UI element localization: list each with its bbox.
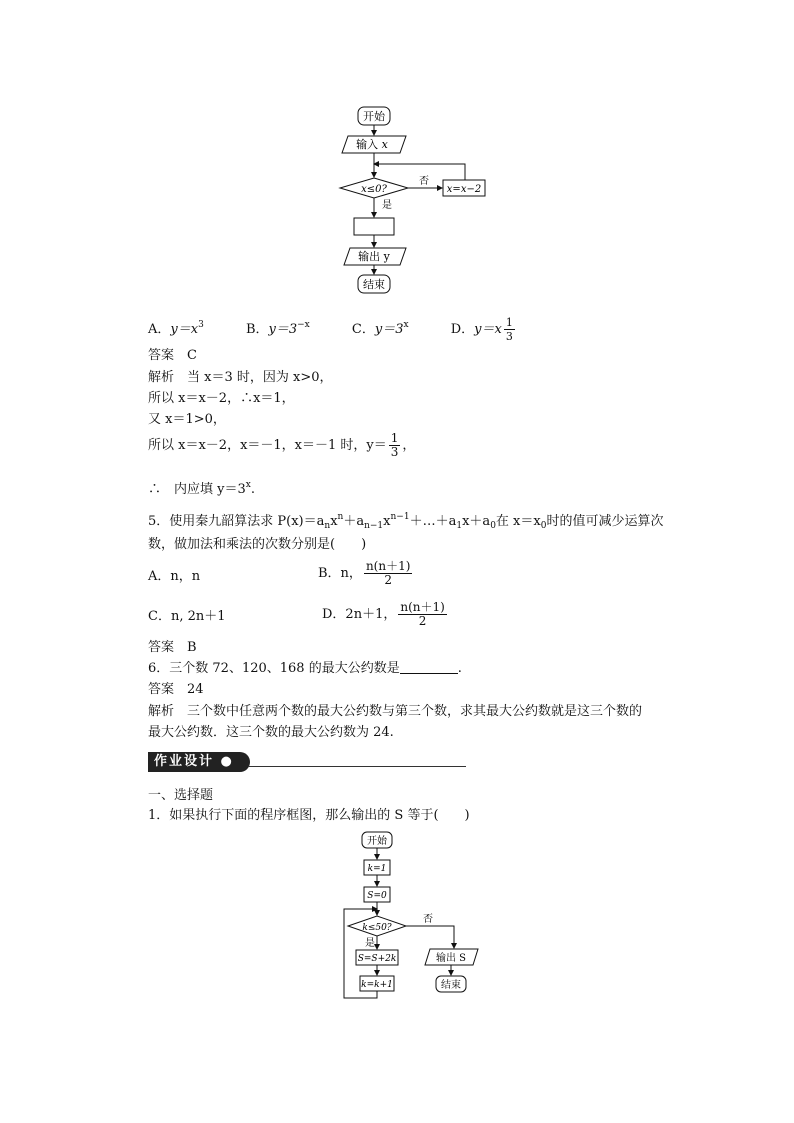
condition-diamond: [348, 916, 406, 936]
flowchart-1: [330, 100, 500, 300]
k-init-box: [364, 860, 390, 875]
hw-q1-stem: 1．如果执行下面的程序框图，那么输出的 S 等于( ): [148, 808, 470, 823]
q6-analysis-line1: 解析 三个数中任意两个数的最大公约数与第三个数，求其最大公约数就是这三个数的: [148, 704, 643, 719]
answer-blank[interactable]: [400, 660, 458, 674]
option-c[interactable]: C．$y=3^x$: [351, 320, 409, 337]
flowchart-2: [330, 826, 500, 1006]
q4-analysis-line4: 所以 x＝x－2，x＝－1，x＝－1 时，y＝ $\frac{1}{3}$ ，: [148, 431, 416, 459]
svg-text:结束: 结束: [363, 278, 385, 291]
section-title: 一、选择题: [148, 788, 214, 803]
svg-text:k≤50?: k≤50?: [362, 923, 392, 933]
q6-analysis-line2: 最大公约数．这三个数的最大公约数为 24.: [148, 725, 394, 740]
q6-stem: 6．三个数 72、120、168 的最大公约数是 .: [148, 661, 462, 676]
output-box: [425, 949, 478, 965]
q4-analysis-line3: 又 x＝1>0，: [148, 412, 226, 427]
q4-conclusion: ∴ 内应填 $y=3^x$.: [148, 480, 255, 497]
option-b[interactable]: B．$y=3^{-x}$: [245, 320, 310, 337]
svg-text:x≤0?: x≤0?: [361, 184, 387, 195]
option-d[interactable]: D．y＝x $\frac{1}{3}$: [450, 316, 513, 343]
q5-option-b[interactable]: B．n， $\frac{n(n+1)}{2}$: [318, 559, 411, 587]
bullet-icon: ●: [220, 754, 234, 769]
blank-process-box: [354, 218, 394, 235]
svg-text:开始: 开始: [363, 110, 385, 123]
svg-text:k=1: k=1: [367, 864, 387, 874]
q4-answer: 答案 C: [148, 348, 197, 363]
q5-option-d[interactable]: D．2n＋1， $\frac{n(n+1)}{2}$: [322, 600, 445, 628]
banner-rule: [248, 766, 466, 767]
no-label: 否: [419, 176, 429, 187]
yes-label: 是: [365, 938, 375, 949]
s-init-box: [364, 887, 390, 902]
yes-label: 是: [382, 200, 392, 211]
q5-option-c[interactable]: C．n, 2n＋1: [148, 609, 226, 624]
homework-banner-label: 作业设计 ●: [148, 752, 250, 772]
svg-text:输入 x: 输入 x: [356, 138, 388, 151]
svg-text:开始: 开始: [367, 836, 387, 847]
svg-text:x=x−2: x=x−2: [446, 184, 482, 195]
end-terminal: [436, 976, 466, 992]
update-s-box: [356, 950, 398, 965]
svg-text:输出 y: 输出 y: [358, 250, 390, 263]
q5-answer: 答案 B: [148, 640, 197, 655]
svg-text:k=k+1: k=k+1: [361, 980, 393, 990]
start-terminal: [362, 832, 392, 848]
q6-answer: 答案 24: [148, 682, 204, 697]
svg-text:结束: 结束: [441, 980, 461, 991]
q5-option-a[interactable]: A．n，n: [148, 569, 201, 584]
svg-text:S=S+2k: S=S+2k: [357, 954, 397, 964]
svg-text:S=0: S=0: [367, 891, 387, 901]
q5-stem-line2: 数，做加法和乘法的次数分别是( ): [148, 537, 367, 552]
homework-banner: [148, 752, 468, 774]
update-k-box: [360, 976, 394, 991]
output-box: [344, 248, 406, 265]
update-box: [443, 180, 485, 196]
q4-options: [148, 316, 517, 343]
q4-analysis-line1: 解析 当 x＝3 时，因为 x>0，: [148, 370, 333, 385]
input-box: [342, 136, 406, 153]
end-terminal: [358, 275, 390, 293]
condition-diamond: [340, 178, 408, 198]
no-label: 否: [423, 914, 433, 925]
q5-stem-line1: 5．使用秦九韶算法求 $P(x)=a_nx^n+a_{n-1}x^{n-1}+\dots+a_1x+a_0$在 $x=x_0$时的值可减少运算次: [148, 512, 664, 531]
q4-analysis-line2: 所以 x＝x－2，∴x＝1，: [148, 391, 295, 406]
option-a[interactable]: A．$y=x^3$: [148, 320, 204, 337]
svg-text:输出 S: 输出 S: [435, 953, 467, 964]
start-terminal: [358, 107, 390, 125]
